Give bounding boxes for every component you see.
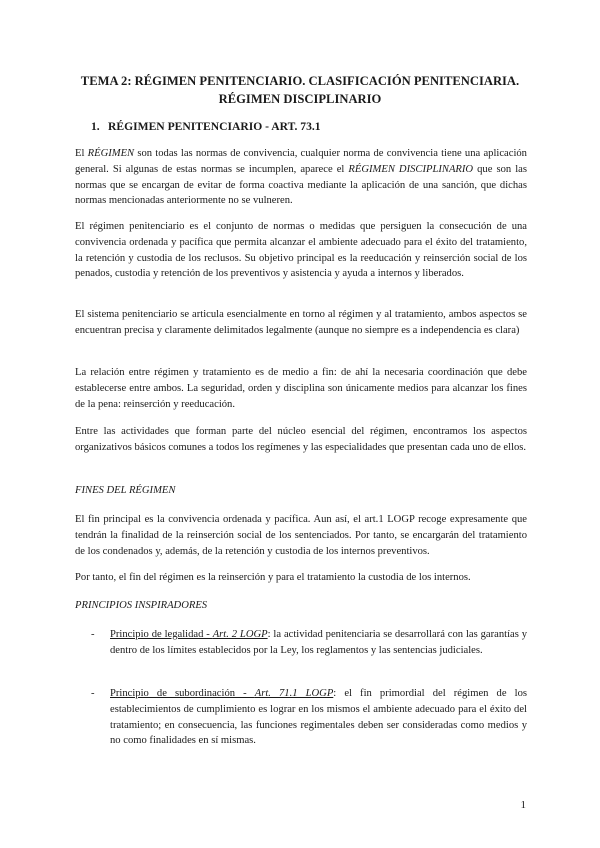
principle-description: : la actividad penitenciaria se desarrollará con las garantías y dentro de los límites establecidos por la Ley, los reglamentos y las sentencias judiciales.: [110, 629, 528, 656]
legal-reference: Art. 71.1 LOGP: [254, 688, 334, 699]
subheading-fines: FINES DEL RÉGIMEN: [75, 485, 176, 496]
title-line-2: RÉGIMEN DISCIPLINARIO: [218, 92, 382, 106]
bullet-text: [110, 627, 527, 659]
p1-text-3: que son las normas que se encargan de evitar de forma coactiva mediante la aplicación de una sanción, que dichas normas mencionadas anteriormente no se vulneren.: [75, 163, 527, 207]
p1-emphasis-regimen: RÉGIMEN: [87, 148, 135, 159]
section-number: 1.: [91, 120, 100, 133]
title-line-1: TEMA 2: RÉGIMEN PENITENCIARIO. CLASIFICACIÓN PENITENCIARIA.: [80, 74, 520, 88]
paragraph-actividades-regimen: Entre las actividades que forman parte del núcleo esencial del régimen, encontramos los aspectos organizativos básicos comunes a todos los regímenes y las especialidades que presentan cada uno de ellos.: [75, 426, 527, 453]
paragraph-fin-principal: El fin principal es la convivencia ordenada y pacífica. Aun así, el art.1 LOGP recoge expresamente que tendrán la finalidad de la reinserción social de los sentenciados. Por tanto, se encargarán del tratamiento de los condenados y, además, de la retención y custodia de los internos preventivos.: [75, 514, 527, 557]
p1-text-2: son todas las normas de convivencia, cualquier norma de convivencia tiene una aplicación general. Si algunas de estas normas se incumplen, aparece el: [75, 148, 527, 175]
bullet-dash: -: [91, 688, 95, 699]
paragraph-regimen-definition: [75, 146, 527, 209]
principle-name: Principio de legalidad -: [110, 629, 213, 640]
p1-text-1: El: [75, 148, 88, 159]
paragraph-regimen-penitenciario: El régimen penitenciario es el conjunto de normas o medidas que persiguen la consecución de una convivencia ordenada y pacífica que permita alcanzar el ambiente adecuado para el éxito del tratamiento, la retención y custodia de los reclusos. Su objetivo principal es la reeducación y reinserción social de los penados, custodia y retención de los preventivos y asistencia y ayuda a internos y liberados.: [75, 221, 527, 280]
principle-description: : el fin primordial del régimen de los establecimientos de cumplimiento es lograr en los mismos el ambiente adecuado para el éxito del tratamiento; en consecuencia, las funciones regimentales deben ser consideradas como medios y no como finalidades en sí mismas.: [110, 688, 527, 747]
section-heading-text: RÉGIMEN PENITENCIARIO - ART. 73.1: [108, 120, 321, 133]
principle-name: Principio de subordinación -: [110, 688, 255, 699]
paragraph-relacion-regimen-tratamiento: La relación entre régimen y tratamiento es de medio a fin: de ahí la necesaria coordinación que debe establecerse entre ambos. La seguridad, orden y disciplina son únicamente medios para alcanzar los fines de la pena: reinserción y reeducación.: [75, 367, 527, 410]
p1-emphasis-regimen-disciplinario: RÉGIMEN DISCIPLINARIO: [348, 163, 474, 175]
bullet-dash: -: [91, 629, 95, 640]
bullet-principio-legalidad: [91, 627, 527, 659]
bullet-text: [110, 686, 527, 749]
section-heading: [91, 119, 321, 135]
legal-reference: Art. 2 LOGP: [212, 629, 268, 640]
document-title: [60, 72, 540, 108]
page-number: 1: [520, 799, 526, 811]
paragraph-fin-regimen: Por tanto, el fin del régimen es la reinserción y para el tratamiento la custodia de los internos.: [75, 572, 471, 583]
subheading-principios: PRINCIPIOS INSPIRADORES: [75, 600, 208, 611]
paragraph-sistema-penitenciario: El sistema penitenciario se articula esencialmente en torno al régimen y al tratamiento, ambos aspectos se encuentran precisa y claramente delimitados legalmente (aunque no siempre es a independencia es clara): [75, 309, 527, 336]
bullet-principio-subordinacion: [91, 686, 527, 749]
